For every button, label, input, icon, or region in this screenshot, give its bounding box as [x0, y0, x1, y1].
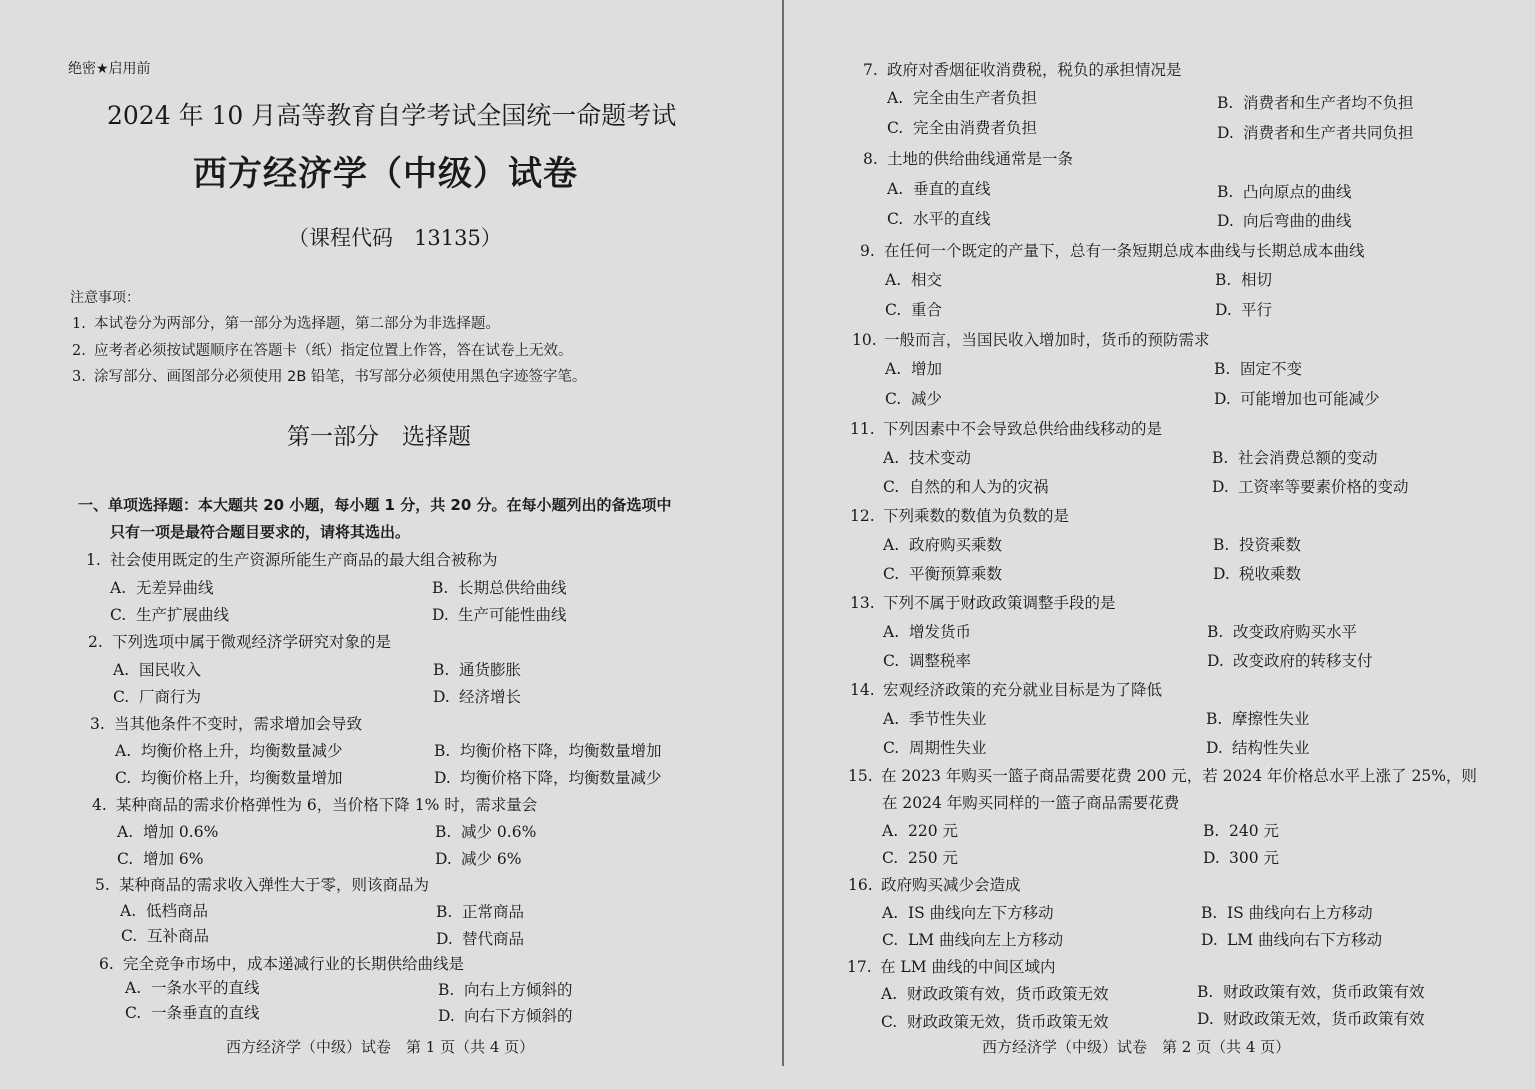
option-c: C. LM 曲线向左上方移动 [882, 931, 1064, 949]
option-a: A. 增加 [885, 360, 943, 378]
option-d: D. 可能增加也可能减少 [1214, 390, 1380, 408]
question-10: 10. 一般而言，当国民收入增加时，货币的预防需求 [852, 331, 1210, 349]
question-11: 11. 下列因素中不会导致总供给曲线移动的是 [850, 420, 1163, 438]
option-c: C. 减少 [885, 390, 943, 408]
option-b: B. 通货膨胀 [433, 661, 522, 679]
option-a: A. 220 元 [882, 822, 959, 840]
option-d: D. 向右下方倾斜的 [438, 1007, 573, 1025]
option-a: A. 财政政策有效，货币政策无效 [881, 985, 1109, 1003]
section-instruction: 只有一项是最符合题目要求的，请将其选出。 [110, 523, 411, 541]
question-17: 17. 在 LM 曲线的中间区域内 [847, 958, 1056, 976]
option-c: C. 平衡预算乘数 [883, 565, 1003, 583]
exam-page-2 [786, 0, 1535, 1089]
notice-item: 3. 涂写部分、画图部分必须使用 2B 铅笔，书写部分必须使用黑色字迹签字笔。 [72, 369, 587, 385]
option-d: D. 消费者和生产者共同负担 [1217, 124, 1414, 142]
option-b: B. 均衡价格下降，均衡数量增加 [434, 742, 662, 760]
option-a: A. 技术变动 [883, 449, 972, 467]
option-a: A. 国民收入 [113, 661, 202, 679]
option-b: B. 改变政府购买水平 [1207, 623, 1358, 641]
option-d: D. 工资率等要素价格的变动 [1212, 478, 1409, 496]
notice-heading: 注意事项： [70, 290, 140, 306]
option-b: B. 摩擦性失业 [1206, 710, 1310, 728]
option-b: B. 社会消费总额的变动 [1212, 449, 1378, 467]
option-a: A. 均衡价格上升，均衡数量减少 [115, 742, 343, 760]
option-d: D. 减少 6% [435, 850, 522, 868]
question-8: 8. 土地的供给曲线通常是一条 [863, 150, 1074, 168]
option-b: B. 减少 0.6% [435, 823, 537, 841]
option-c: C. 生产扩展曲线 [110, 606, 230, 624]
option-b: B. 正常商品 [436, 903, 525, 921]
option-a: A. IS 曲线向左下方移动 [882, 904, 1054, 922]
option-a: A. 垂直的直线 [887, 180, 991, 198]
page-footer: 西方经济学（中级）试卷 第 1 页（共 4 页） [226, 1038, 535, 1056]
option-a: A. 季节性失业 [883, 710, 987, 728]
option-b: B. 向右上方倾斜的 [438, 981, 573, 999]
option-c: C. 完全由消费者负担 [887, 119, 1038, 137]
option-d: D. 均衡价格下降，均衡数量减少 [434, 769, 662, 787]
option-a: A. 低档商品 [120, 902, 209, 920]
option-c: C. 一条垂直的直线 [125, 1004, 260, 1022]
section-instruction: 一、单项选择题：本大题共 20 小题，每小题 1 分，共 20 分。在每小题列出的备选项中 [78, 496, 672, 514]
option-c: C. 厂商行为 [113, 688, 202, 706]
option-b: B. 投资乘数 [1213, 536, 1302, 554]
page-footer: 西方经济学（中级）试卷 第 2 页（共 4 页） [982, 1038, 1291, 1056]
option-c: C. 互补商品 [121, 927, 210, 945]
option-b: B. 相切 [1215, 271, 1273, 289]
option-d: D. 替代商品 [436, 930, 525, 948]
option-d: D. 财政政策无效，货币政策有效 [1197, 1010, 1425, 1028]
question-7: 7. 政府对香烟征收消费税，税负的承担情况是 [863, 61, 1182, 79]
question-1: 1. 社会使用既定的生产资源所能生产商品的最大组合被称为 [86, 551, 498, 569]
option-c: C. 250 元 [882, 849, 959, 867]
option-c: C. 均衡价格上升，均衡数量增加 [115, 769, 343, 787]
option-d: D. 税收乘数 [1213, 565, 1302, 583]
question-3: 3. 当其他条件不变时，需求增加会导致 [90, 715, 363, 733]
exam-title: 2024 年 10 月高等教育自学考试全国统一命题考试 [107, 101, 677, 130]
option-c: C. 增加 6% [117, 850, 204, 868]
option-a: A. 一条水平的直线 [125, 979, 260, 997]
option-d: D. 结构性失业 [1206, 739, 1310, 757]
option-a: A. 增发货币 [883, 623, 972, 641]
confidential-label: 绝密★启用前 [68, 61, 151, 77]
option-d: D. 经济增长 [433, 688, 522, 706]
option-b: B. 固定不变 [1214, 360, 1303, 378]
option-a: A. 完全由生产者负担 [887, 89, 1038, 107]
paper-title: 西方经济学（中级）试卷 [193, 154, 578, 194]
page-divider [782, 0, 784, 1066]
option-a: A. 政府购买乘数 [883, 536, 1003, 554]
question-15: 15. 在 2023 年购买一篮子商品需要花费 200 元，若 2024 年价格总水平上涨了 25%，则 [848, 767, 1477, 785]
option-b: B. 长期总供给曲线 [432, 579, 567, 597]
option-d: D. 300 元 [1203, 849, 1280, 867]
notice-item: 2. 应考者必须按试题顺序在答题卡（纸）指定位置上作答，答在试卷上无效。 [72, 343, 573, 359]
question-14: 14. 宏观经济政策的充分就业目标是为了降低 [850, 681, 1163, 699]
question-5: 5. 某种商品的需求收入弹性大于零，则该商品为 [95, 876, 430, 894]
option-d: D. 向后弯曲的曲线 [1217, 212, 1352, 230]
question-4: 4. 某种商品的需求价格弹性为 6，当价格下降 1% 时，需求量会 [92, 796, 538, 814]
question-6: 6. 完全竞争市场中，成本递减行业的长期供给曲线是 [99, 955, 465, 973]
option-b: B. 消费者和生产者均不负担 [1217, 94, 1414, 112]
option-a: A. 无差异曲线 [110, 579, 214, 597]
option-b: B. 财政政策有效，货币政策有效 [1197, 983, 1425, 1001]
option-d: D. 平行 [1215, 301, 1273, 319]
question-12: 12. 下列乘数的数值为负数的是 [850, 507, 1070, 525]
option-c: C. 周期性失业 [883, 739, 987, 757]
option-c: C. 自然的和人为的灾祸 [883, 478, 1049, 496]
notice-item: 1. 本试卷分为两部分，第一部分为选择题，第二部分为非选择题。 [72, 316, 500, 332]
option-d: D. LM 曲线向右下方移动 [1201, 931, 1383, 949]
option-c: C. 重合 [885, 301, 943, 319]
option-b: B. 240 元 [1203, 822, 1280, 840]
option-c: C. 水平的直线 [887, 210, 991, 228]
option-b: B. 凸向原点的曲线 [1217, 183, 1352, 201]
question-16: 16. 政府购买减少会造成 [848, 876, 1021, 894]
part-title: 第一部分 选择题 [287, 424, 471, 450]
option-a: A. 增加 0.6% [117, 823, 219, 841]
question-13: 13. 下列不属于财政政策调整手段的是 [850, 594, 1116, 612]
course-code: （课程代码 13135） [288, 226, 502, 250]
option-c: C. 财政政策无效，货币政策无效 [881, 1013, 1109, 1031]
option-a: A. 相交 [885, 271, 943, 289]
question-15-continued: 在 2024 年购买同样的一篮子商品需要花费 [882, 794, 1180, 812]
option-d: D. 生产可能性曲线 [432, 606, 567, 624]
option-b: B. IS 曲线向右上方移动 [1201, 904, 1373, 922]
option-d: D. 改变政府的转移支付 [1207, 652, 1373, 670]
question-9: 9. 在任何一个既定的产量下，总有一条短期总成本曲线与长期总成本曲线 [860, 242, 1365, 260]
question-2: 2. 下列选项中属于微观经济学研究对象的是 [88, 633, 392, 651]
option-c: C. 调整税率 [883, 652, 972, 670]
